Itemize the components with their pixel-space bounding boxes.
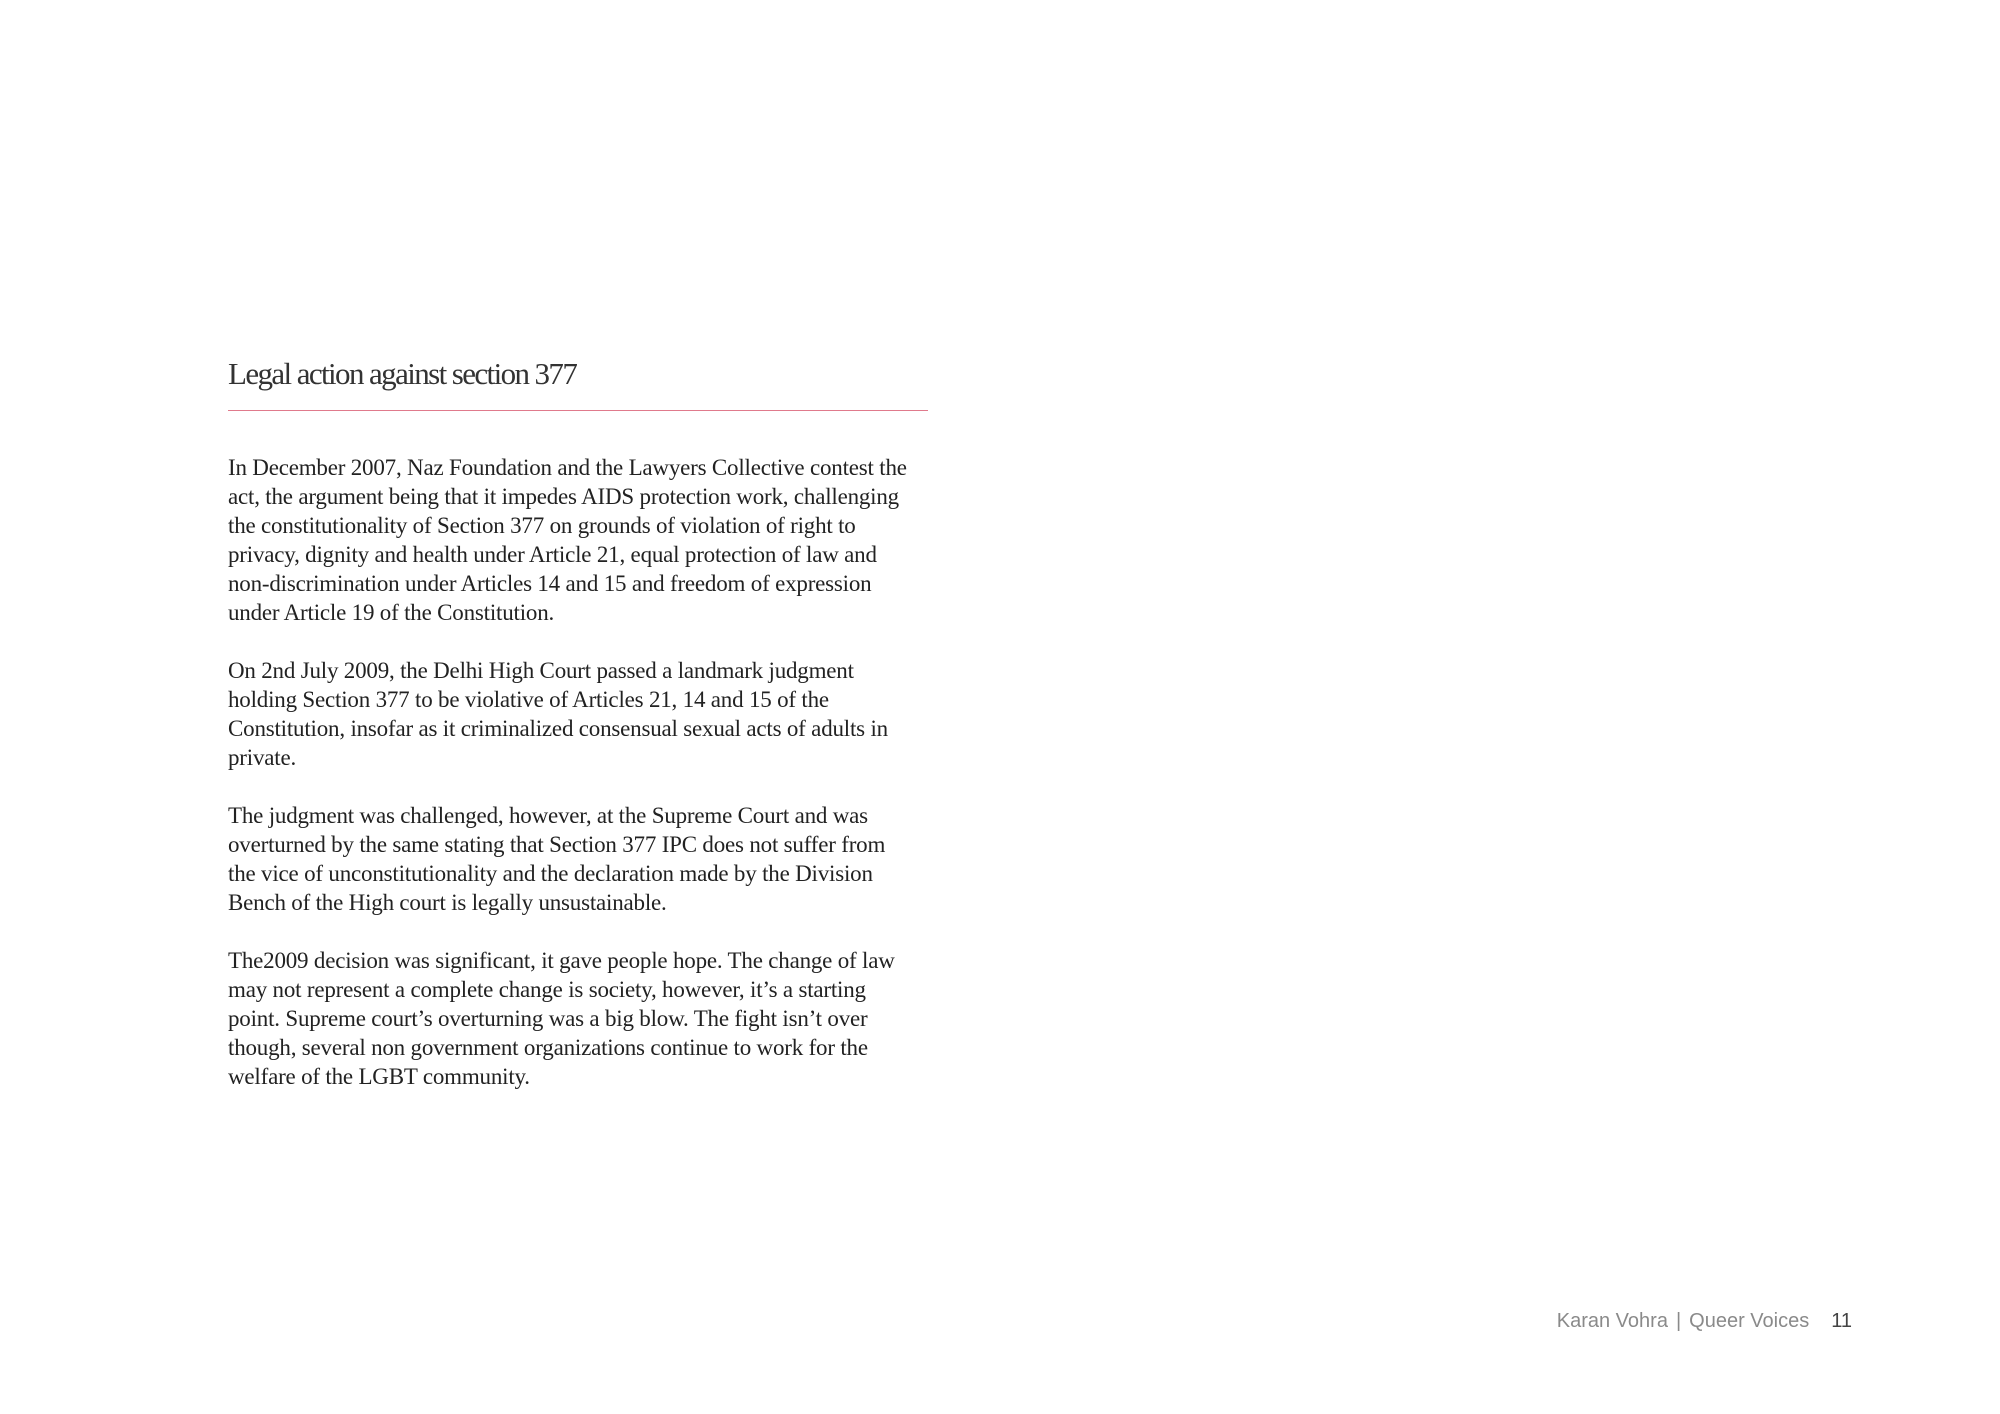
heading-divider xyxy=(228,410,928,411)
paragraph: The2009 decision was significant, it gave people hope. The change of law may not represent a complete change is society, however, it’s a starting point. Supreme court’s overturning was a big blow. The fight isn’t over though, several non government organizations continue to work for the welfare of the LGBT community. xyxy=(228,948,895,1089)
paragraph: The judgment was challenged, however, at the Supreme Court and was overturned by the same stating that Section 377 IPC does not suffer from the vice of unconstitutionality and the declaration made by the Division Bench of the High court is legally unsustainable. xyxy=(228,803,886,915)
section-heading: Legal action against section 377 xyxy=(228,356,577,391)
footer-separator: | xyxy=(1675,1310,1682,1332)
footer-author: Karan Vohra xyxy=(1556,1310,1668,1332)
paragraph: On 2nd July 2009, the Delhi High Court passed a landmark judgment holding Section 377 to be violative of Articles 21, 14 and 15 of the Constitution, insofar as it criminalized consensual sexual acts of adults in private. xyxy=(228,658,888,770)
page-number: 11 xyxy=(1831,1310,1852,1332)
footer-title: Queer Voices xyxy=(1689,1310,1810,1332)
page-footer xyxy=(1557,1310,1852,1333)
body-text xyxy=(228,453,918,1091)
content-section xyxy=(228,354,928,1120)
paragraph: In December 2007, Naz Foundation and the Lawyers Collective contest the act, the argument being that it impedes AIDS protection work, challenging the constitutionality of Section 377 on grounds of violation of right to privacy, dignity and health under Article 21, equal protection of law and non-discrimination under Articles 14 and 15 and freedom of expression under Article 19 of the Constitution. xyxy=(228,455,907,625)
